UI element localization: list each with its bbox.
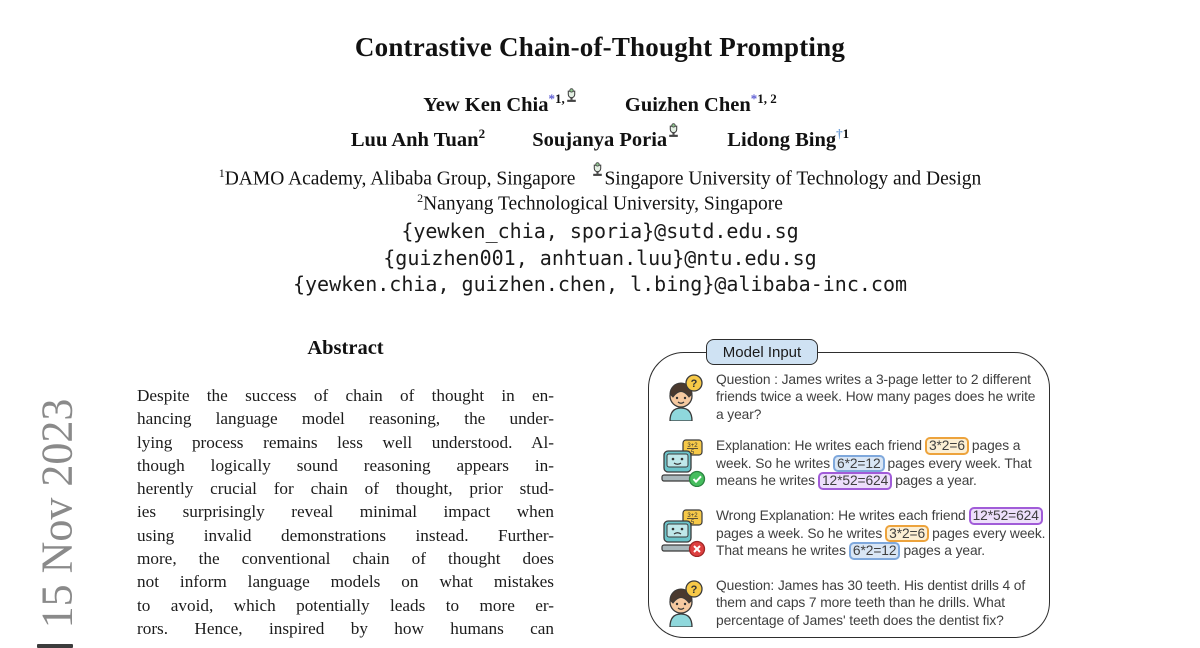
figure-row-question-2 [661,577,1056,629]
highlight-equation-blue: 6*2=12 [833,455,885,473]
abstract-line: herently crucial for chain of thought, prior stud- [137,479,554,499]
author-name: Luu Anh Tuan [350,128,479,151]
robot-wrong-icon [661,507,707,557]
email-line: {yewken_chia, sporia}@sutd.edu.sg [401,219,799,243]
authors-line-1 [0,86,1200,117]
author-affil-nums: 2 [478,126,486,141]
question-2-text: Question: James has 30 teeth. His dentist drills 4 of them and caps 7 more teeth than he drills. What percentage of James' teeth does the dentist fix? [716,578,1026,628]
author-lidong-bing [727,126,849,152]
abstract-line: though logically sound reasoning appears in- [137,455,554,475]
highlight-equation-orange: 3*2=6 [885,525,929,543]
author-footnote-star: * [750,91,758,106]
author-guizhen-chen [625,91,777,117]
institution-logo-icon [565,86,578,101]
author-name: Guizhen Chen [624,93,751,116]
abstract-line: more, the conventional chain of thought does [137,549,554,569]
person-question-icon [661,371,707,421]
abstract-line: rors. Hence, inspired by how humans can [137,618,554,638]
abstract-line: to avoid, which potentially leads to more er- [137,595,554,615]
author-yew-ken-chia [423,86,578,117]
author-soujanya-poria [532,121,680,152]
author-affil-nums: 1, [555,91,565,106]
highlight-equation-purple: 12*52=624 [969,507,1043,525]
svg-text:?: ? [690,584,698,596]
figure-row-explanation [661,437,1056,490]
svg-text:5: 5 [690,520,695,526]
author-luu-anh-tuan [351,126,485,152]
arxiv-watermark-clipped-text [37,644,73,648]
email-line: {yewken.chia, guizhen.chen, l.bing}@alibaba-inc.com [292,272,908,296]
figure-row-question-1 [661,371,1056,423]
highlight-equation-purple: 12*52=624 [818,472,892,490]
abstract-heading: Abstract [307,337,384,359]
affil-text: Nanyang Technological University, Singapore [423,193,783,215]
highlight-equation-blue: 6*2=12 [849,542,901,560]
abstract-line: lying process remains less well understood. Al- [137,432,554,452]
author-footnote-star: * [548,91,556,106]
abstract-line: not inform language models on what mistakes [137,572,554,592]
figure-row-wrong-explanation [661,507,1056,560]
abstract-line: hancing language model reasoning, the under- [137,409,554,429]
abstract-line: ies surprisingly reveal minimal impact when [137,502,554,522]
author-footnote-dagger: † [836,126,843,141]
svg-text:5: 5 [690,450,695,456]
affil-sup: 2 [417,191,424,205]
explanation-text: Explanation: He writes each friend 3*2=6 pages a week. So he writes 6*2=12 pages every week. That means he writes 12*52=624 pages a year. [716,438,1032,488]
author-name: Lidong Bing [727,128,837,151]
affil-text: DAMO Academy, Alibaba Group, Singapore [224,168,576,190]
question-1-text: Question : James writes a 3-page letter to 2 different friends twice a week. How many pages does he write a year? [716,372,1036,422]
page-title: Contrastive Chain-of-Thought Prompting [354,32,846,62]
affiliation-line-1 [0,161,1200,191]
author-name: Yew Ken Chia [423,93,549,116]
abstract-line: Despite the success of chain of thought in en- [137,386,554,405]
institution-logo-icon [591,161,604,176]
email-block [0,218,1200,298]
svg-text:3+2: 3+2 [687,513,698,519]
arxiv-date-watermark: 15 Nov 2023 [32,398,82,629]
abstract-line: using invalid demonstrations instead. Further- [137,525,554,545]
affil-sup: 1 [218,166,225,180]
institution-logo-icon [667,121,680,136]
svg-text:?: ? [690,378,698,390]
robot-correct-icon [661,437,707,487]
affil-text: Singapore University of Technology and Design [604,168,982,190]
model-input-box [648,352,1050,638]
author-affil-nums: 1 [842,126,850,141]
highlight-equation-orange: 3*2=6 [925,437,969,455]
person-question-icon [661,577,707,627]
author-affil-nums: 1, 2 [757,91,777,106]
svg-text:3+2: 3+2 [687,443,698,449]
affiliation-line-2 [0,191,1200,216]
authors-line-2 [0,121,1200,152]
author-name: Soujanya Poria [532,128,668,151]
abstract-body [137,384,554,640]
email-line: {guizhen001, anhtuan.luu}@ntu.edu.sg [383,245,817,270]
wrong-explanation-text: Wrong Explanation: He writes each friend 12*52=624 pages a week. So he writes 3*2=6 pages every week. That means he writes 6*2=12 pages a year. [716,508,1046,558]
model-input-tab: Model Input [706,339,818,365]
